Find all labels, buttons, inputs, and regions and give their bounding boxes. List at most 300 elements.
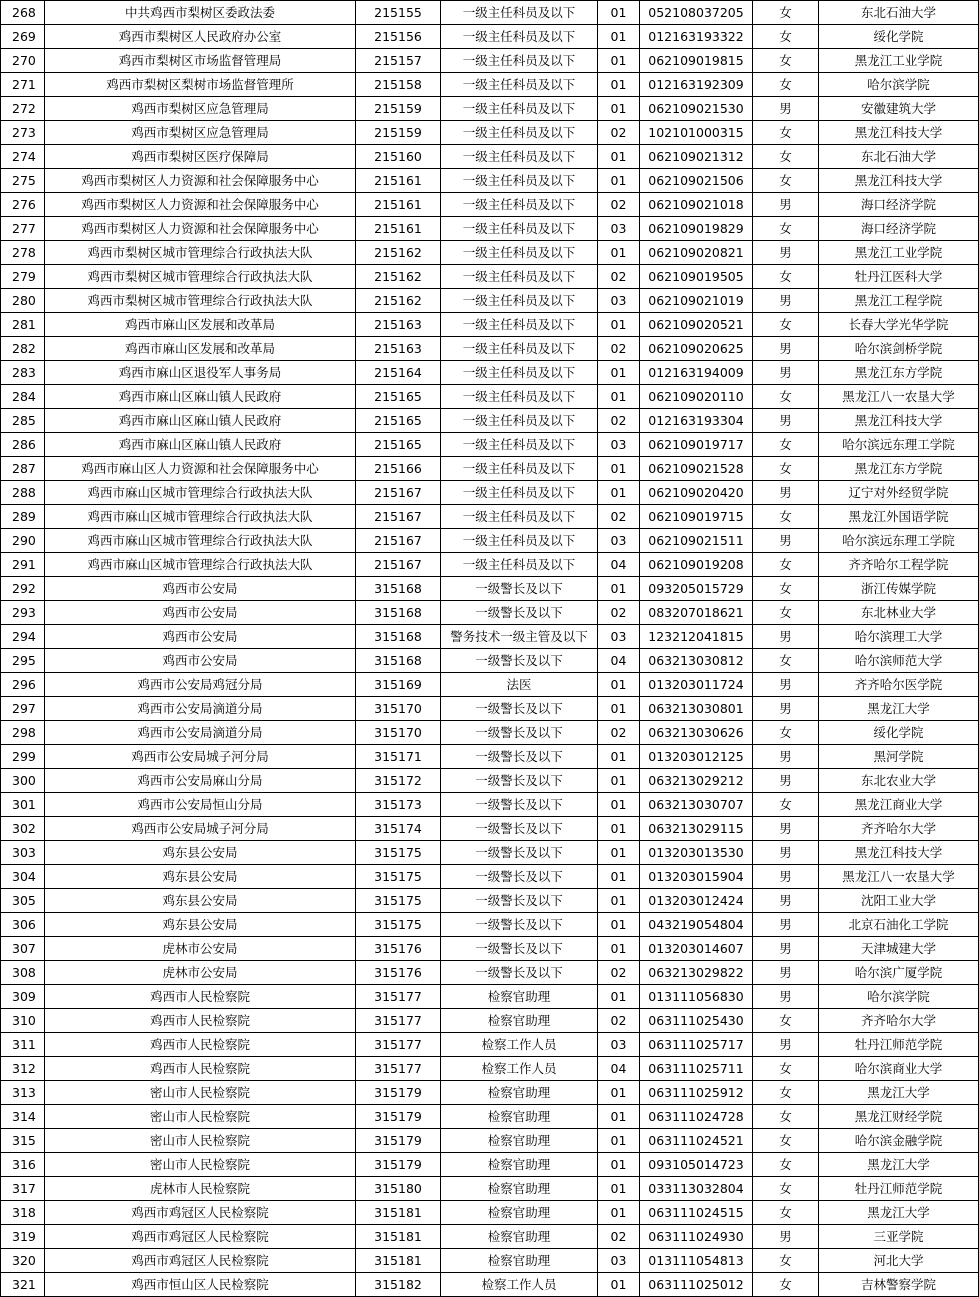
exam-id-cell: 062109019208 bbox=[640, 553, 753, 577]
position-code-cell: 215165 bbox=[356, 385, 441, 409]
position-code-cell: 315181 bbox=[356, 1249, 441, 1273]
table-row bbox=[1, 1009, 979, 1033]
row-number-cell: 301 bbox=[1, 793, 45, 817]
table-row bbox=[1, 73, 979, 97]
position-title-cell: 一级主任科员及以下 bbox=[441, 529, 598, 553]
school-cell: 黑龙江工业学院 bbox=[819, 241, 979, 265]
exam-id-cell: 013203011724 bbox=[640, 673, 753, 697]
position-code-cell: 315172 bbox=[356, 769, 441, 793]
gender-cell: 女 bbox=[753, 1201, 819, 1225]
position-title-cell: 检察官助理 bbox=[441, 1249, 598, 1273]
table-row bbox=[1, 913, 979, 937]
position-title-cell: 一级主任科员及以下 bbox=[441, 97, 598, 121]
school-cell: 北京石油化工学院 bbox=[819, 913, 979, 937]
row-number-cell: 310 bbox=[1, 1009, 45, 1033]
table-row bbox=[1, 817, 979, 841]
table-row bbox=[1, 25, 979, 49]
exam-id-cell: 093205015729 bbox=[640, 577, 753, 601]
position-title-cell: 一级警长及以下 bbox=[441, 865, 598, 889]
exam-id-cell: 063213029115 bbox=[640, 817, 753, 841]
position-code-cell: 315179 bbox=[356, 1129, 441, 1153]
employer-cell: 鸡东县公安局 bbox=[45, 889, 356, 913]
exam-id-cell: 013203012424 bbox=[640, 889, 753, 913]
school-cell: 黑龙江外国语学院 bbox=[819, 505, 979, 529]
position-title-cell: 一级主任科员及以下 bbox=[441, 241, 598, 265]
position-title-cell: 法医 bbox=[441, 673, 598, 697]
row-number-cell: 280 bbox=[1, 289, 45, 313]
position-seq-cell: 02 bbox=[598, 505, 640, 529]
position-code-cell: 215162 bbox=[356, 289, 441, 313]
employer-cell: 鸡西市人民检察院 bbox=[45, 1033, 356, 1057]
gender-cell: 男 bbox=[753, 913, 819, 937]
position-code-cell: 215167 bbox=[356, 481, 441, 505]
position-seq-cell: 02 bbox=[598, 265, 640, 289]
gender-cell: 男 bbox=[753, 241, 819, 265]
position-title-cell: 一级主任科员及以下 bbox=[441, 481, 598, 505]
position-title-cell: 一级警长及以下 bbox=[441, 841, 598, 865]
position-code-cell: 315180 bbox=[356, 1177, 441, 1201]
row-number-cell: 302 bbox=[1, 817, 45, 841]
position-code-cell: 315168 bbox=[356, 577, 441, 601]
school-cell: 黑龙江科技大学 bbox=[819, 409, 979, 433]
row-number-cell: 277 bbox=[1, 217, 45, 241]
position-seq-cell: 01 bbox=[598, 145, 640, 169]
position-seq-cell: 01 bbox=[598, 313, 640, 337]
position-code-cell: 315176 bbox=[356, 961, 441, 985]
position-seq-cell: 02 bbox=[598, 1009, 640, 1033]
row-number-cell: 307 bbox=[1, 937, 45, 961]
table-row bbox=[1, 697, 979, 721]
exam-id-cell: 063111024515 bbox=[640, 1201, 753, 1225]
school-cell: 黑龙江大学 bbox=[819, 1153, 979, 1177]
table-row bbox=[1, 169, 979, 193]
position-seq-cell: 03 bbox=[598, 289, 640, 313]
position-code-cell: 215167 bbox=[356, 553, 441, 577]
employer-cell: 鸡西市人民检察院 bbox=[45, 1009, 356, 1033]
employer-cell: 鸡西市公安局城子河分局 bbox=[45, 817, 356, 841]
row-number-cell: 317 bbox=[1, 1177, 45, 1201]
school-cell: 哈尔滨剑桥学院 bbox=[819, 337, 979, 361]
row-number-cell: 293 bbox=[1, 601, 45, 625]
exam-id-cell: 123212041815 bbox=[640, 625, 753, 649]
position-title-cell: 一级主任科员及以下 bbox=[441, 121, 598, 145]
employer-cell: 鸡西市麻山区麻山镇人民政府 bbox=[45, 409, 356, 433]
employer-cell: 鸡西市麻山区发展和改革局 bbox=[45, 337, 356, 361]
position-seq-cell: 01 bbox=[598, 49, 640, 73]
position-title-cell: 一级警长及以下 bbox=[441, 577, 598, 601]
position-seq-cell: 01 bbox=[598, 241, 640, 265]
position-seq-cell: 01 bbox=[598, 361, 640, 385]
school-cell: 东北石油大学 bbox=[819, 1, 979, 25]
position-seq-cell: 02 bbox=[598, 601, 640, 625]
table-row bbox=[1, 745, 979, 769]
position-code-cell: 315175 bbox=[356, 865, 441, 889]
position-code-cell: 315168 bbox=[356, 601, 441, 625]
employer-cell: 密山市人民检察院 bbox=[45, 1129, 356, 1153]
position-seq-cell: 01 bbox=[598, 385, 640, 409]
school-cell: 齐齐哈尔医学院 bbox=[819, 673, 979, 697]
employer-cell: 鸡西市梨树区城市管理综合行政执法大队 bbox=[45, 265, 356, 289]
school-cell: 牡丹江师范学院 bbox=[819, 1177, 979, 1201]
table-row bbox=[1, 145, 979, 169]
row-number-cell: 298 bbox=[1, 721, 45, 745]
exam-id-cell: 013203014607 bbox=[640, 937, 753, 961]
position-title-cell: 检察官助理 bbox=[441, 1009, 598, 1033]
position-code-cell: 315168 bbox=[356, 649, 441, 673]
position-seq-cell: 01 bbox=[598, 889, 640, 913]
gender-cell: 女 bbox=[753, 145, 819, 169]
exam-id-cell: 013111054813 bbox=[640, 1249, 753, 1273]
table-body bbox=[1, 1, 979, 1297]
employer-cell: 鸡西市鸡冠区人民检察院 bbox=[45, 1249, 356, 1273]
employer-cell: 鸡西市梨树区人力资源和社会保障服务中心 bbox=[45, 169, 356, 193]
position-code-cell: 315181 bbox=[356, 1201, 441, 1225]
school-cell: 哈尔滨学院 bbox=[819, 985, 979, 1009]
table-row bbox=[1, 865, 979, 889]
gender-cell: 女 bbox=[753, 553, 819, 577]
row-number-cell: 306 bbox=[1, 913, 45, 937]
position-title-cell: 一级警长及以下 bbox=[441, 889, 598, 913]
table-row bbox=[1, 361, 979, 385]
exam-id-cell: 062109019829 bbox=[640, 217, 753, 241]
exam-id-cell: 083207018621 bbox=[640, 601, 753, 625]
gender-cell: 女 bbox=[753, 169, 819, 193]
school-cell: 东北石油大学 bbox=[819, 145, 979, 169]
school-cell: 牡丹江医科大学 bbox=[819, 265, 979, 289]
position-code-cell: 215158 bbox=[356, 73, 441, 97]
position-code-cell: 315177 bbox=[356, 1057, 441, 1081]
gender-cell: 女 bbox=[753, 433, 819, 457]
table-row bbox=[1, 289, 979, 313]
position-seq-cell: 01 bbox=[598, 577, 640, 601]
school-cell: 绥化学院 bbox=[819, 25, 979, 49]
position-seq-cell: 01 bbox=[598, 1153, 640, 1177]
position-seq-cell: 01 bbox=[598, 913, 640, 937]
row-number-cell: 300 bbox=[1, 769, 45, 793]
employer-cell: 鸡西市麻山区城市管理综合行政执法大队 bbox=[45, 505, 356, 529]
row-number-cell: 279 bbox=[1, 265, 45, 289]
position-title-cell: 一级主任科员及以下 bbox=[441, 385, 598, 409]
gender-cell: 女 bbox=[753, 649, 819, 673]
school-cell: 黑河学院 bbox=[819, 745, 979, 769]
position-seq-cell: 01 bbox=[598, 1129, 640, 1153]
exam-id-cell: 063213029822 bbox=[640, 961, 753, 985]
row-number-cell: 281 bbox=[1, 313, 45, 337]
employer-cell: 鸡西市麻山区退役军人事务局 bbox=[45, 361, 356, 385]
school-cell: 海口经济学院 bbox=[819, 217, 979, 241]
school-cell: 天津城建大学 bbox=[819, 937, 979, 961]
position-title-cell: 一级主任科员及以下 bbox=[441, 361, 598, 385]
position-code-cell: 215161 bbox=[356, 169, 441, 193]
position-seq-cell: 01 bbox=[598, 985, 640, 1009]
position-seq-cell: 01 bbox=[598, 673, 640, 697]
school-cell: 东北林业大学 bbox=[819, 601, 979, 625]
row-number-cell: 309 bbox=[1, 985, 45, 1009]
school-cell: 黑龙江科技大学 bbox=[819, 841, 979, 865]
school-cell: 东北农业大学 bbox=[819, 769, 979, 793]
exam-id-cell: 012163192309 bbox=[640, 73, 753, 97]
table-row bbox=[1, 889, 979, 913]
position-title-cell: 一级警长及以下 bbox=[441, 745, 598, 769]
position-code-cell: 315181 bbox=[356, 1225, 441, 1249]
row-number-cell: 303 bbox=[1, 841, 45, 865]
gender-cell: 男 bbox=[753, 337, 819, 361]
employer-cell: 鸡东县公安局 bbox=[45, 841, 356, 865]
gender-cell: 男 bbox=[753, 529, 819, 553]
row-number-cell: 276 bbox=[1, 193, 45, 217]
school-cell: 黑龙江大学 bbox=[819, 697, 979, 721]
position-code-cell: 215162 bbox=[356, 265, 441, 289]
school-cell: 三亚学院 bbox=[819, 1225, 979, 1249]
position-seq-cell: 01 bbox=[598, 937, 640, 961]
position-seq-cell: 02 bbox=[598, 121, 640, 145]
position-code-cell: 215163 bbox=[356, 313, 441, 337]
table-row bbox=[1, 1081, 979, 1105]
table-row bbox=[1, 961, 979, 985]
gender-cell: 男 bbox=[753, 769, 819, 793]
table-row bbox=[1, 937, 979, 961]
row-number-cell: 273 bbox=[1, 121, 45, 145]
table-row bbox=[1, 1105, 979, 1129]
position-title-cell: 检察官助理 bbox=[441, 1225, 598, 1249]
exam-id-cell: 043219054804 bbox=[640, 913, 753, 937]
gender-cell: 女 bbox=[753, 793, 819, 817]
employer-cell: 鸡西市麻山区麻山镇人民政府 bbox=[45, 433, 356, 457]
position-title-cell: 一级主任科员及以下 bbox=[441, 73, 598, 97]
table-row bbox=[1, 265, 979, 289]
exam-id-cell: 062109019815 bbox=[640, 49, 753, 73]
table-row bbox=[1, 1129, 979, 1153]
position-title-cell: 一级警长及以下 bbox=[441, 913, 598, 937]
employer-cell: 鸡西市麻山区城市管理综合行政执法大队 bbox=[45, 529, 356, 553]
gender-cell: 女 bbox=[753, 721, 819, 745]
exam-id-cell: 102101000315 bbox=[640, 121, 753, 145]
position-title-cell: 检察官助理 bbox=[441, 1105, 598, 1129]
position-title-cell: 一级警长及以下 bbox=[441, 649, 598, 673]
exam-id-cell: 063213030626 bbox=[640, 721, 753, 745]
gender-cell: 女 bbox=[753, 313, 819, 337]
employer-cell: 鸡东县公安局 bbox=[45, 913, 356, 937]
position-seq-cell: 01 bbox=[598, 697, 640, 721]
gender-cell: 女 bbox=[753, 1177, 819, 1201]
school-cell: 黑龙江八一农垦大学 bbox=[819, 865, 979, 889]
position-code-cell: 215167 bbox=[356, 529, 441, 553]
gender-cell: 男 bbox=[753, 841, 819, 865]
table-row bbox=[1, 841, 979, 865]
table-row bbox=[1, 1249, 979, 1273]
exam-id-cell: 063111025430 bbox=[640, 1009, 753, 1033]
position-title-cell: 一级主任科员及以下 bbox=[441, 193, 598, 217]
exam-id-cell: 063213029212 bbox=[640, 769, 753, 793]
exam-id-cell: 013203013530 bbox=[640, 841, 753, 865]
position-title-cell: 一级主任科员及以下 bbox=[441, 505, 598, 529]
school-cell: 黑龙江科技大学 bbox=[819, 121, 979, 145]
position-seq-cell: 04 bbox=[598, 649, 640, 673]
exam-id-cell: 062109021528 bbox=[640, 457, 753, 481]
school-cell: 黑龙江东方学院 bbox=[819, 361, 979, 385]
row-number-cell: 318 bbox=[1, 1201, 45, 1225]
table-row bbox=[1, 721, 979, 745]
position-code-cell: 315170 bbox=[356, 721, 441, 745]
table-row bbox=[1, 985, 979, 1009]
employer-cell: 鸡西市梨树区医疗保障局 bbox=[45, 145, 356, 169]
exam-id-cell: 063111024521 bbox=[640, 1129, 753, 1153]
position-title-cell: 一级主任科员及以下 bbox=[441, 145, 598, 169]
position-code-cell: 215166 bbox=[356, 457, 441, 481]
table-row bbox=[1, 193, 979, 217]
position-title-cell: 检察工作人员 bbox=[441, 1273, 598, 1297]
gender-cell: 女 bbox=[753, 505, 819, 529]
gender-cell: 女 bbox=[753, 73, 819, 97]
position-code-cell: 315170 bbox=[356, 697, 441, 721]
position-title-cell: 一级警长及以下 bbox=[441, 793, 598, 817]
table-row bbox=[1, 1033, 979, 1057]
employer-cell: 鸡西市公安局 bbox=[45, 625, 356, 649]
position-code-cell: 315176 bbox=[356, 937, 441, 961]
position-seq-cell: 03 bbox=[598, 1033, 640, 1057]
table-row bbox=[1, 241, 979, 265]
exam-id-cell: 063111025717 bbox=[640, 1033, 753, 1057]
exam-id-cell: 062109019505 bbox=[640, 265, 753, 289]
exam-id-cell: 063111025912 bbox=[640, 1081, 753, 1105]
school-cell: 河北大学 bbox=[819, 1249, 979, 1273]
employer-cell: 鸡西市麻山区麻山镇人民政府 bbox=[45, 385, 356, 409]
position-title-cell: 一级警长及以下 bbox=[441, 769, 598, 793]
position-code-cell: 215159 bbox=[356, 121, 441, 145]
position-title-cell: 一级主任科员及以下 bbox=[441, 265, 598, 289]
gender-cell: 女 bbox=[753, 1273, 819, 1297]
position-seq-cell: 01 bbox=[598, 769, 640, 793]
position-seq-cell: 02 bbox=[598, 337, 640, 361]
position-title-cell: 一级警长及以下 bbox=[441, 817, 598, 841]
row-number-cell: 305 bbox=[1, 889, 45, 913]
gender-cell: 男 bbox=[753, 745, 819, 769]
school-cell: 安徽建筑大学 bbox=[819, 97, 979, 121]
school-cell: 海口经济学院 bbox=[819, 193, 979, 217]
position-title-cell: 检察官助理 bbox=[441, 1129, 598, 1153]
school-cell: 绥化学院 bbox=[819, 721, 979, 745]
table-row bbox=[1, 49, 979, 73]
exam-id-cell: 062109020521 bbox=[640, 313, 753, 337]
gender-cell: 女 bbox=[753, 577, 819, 601]
position-seq-cell: 01 bbox=[598, 841, 640, 865]
gender-cell: 女 bbox=[753, 217, 819, 241]
table-row bbox=[1, 1, 979, 25]
row-number-cell: 292 bbox=[1, 577, 45, 601]
position-seq-cell: 02 bbox=[598, 1225, 640, 1249]
gender-cell: 女 bbox=[753, 457, 819, 481]
employer-cell: 虎林市公安局 bbox=[45, 937, 356, 961]
table-row bbox=[1, 625, 979, 649]
school-cell: 黑龙江工程学院 bbox=[819, 289, 979, 313]
exam-id-cell: 013203015904 bbox=[640, 865, 753, 889]
employer-cell: 鸡西市梨树区梨树市场监督管理所 bbox=[45, 73, 356, 97]
position-seq-cell: 01 bbox=[598, 73, 640, 97]
employer-cell: 鸡西市公安局麻山分局 bbox=[45, 769, 356, 793]
gender-cell: 女 bbox=[753, 1249, 819, 1273]
school-cell: 哈尔滨学院 bbox=[819, 73, 979, 97]
position-code-cell: 215159 bbox=[356, 97, 441, 121]
table-row bbox=[1, 481, 979, 505]
school-cell: 辽宁对外经贸学院 bbox=[819, 481, 979, 505]
row-number-cell: 288 bbox=[1, 481, 45, 505]
gender-cell: 女 bbox=[753, 1009, 819, 1033]
row-number-cell: 296 bbox=[1, 673, 45, 697]
school-cell: 长春大学光华学院 bbox=[819, 313, 979, 337]
school-cell: 黑龙江大学 bbox=[819, 1201, 979, 1225]
table-row bbox=[1, 649, 979, 673]
employer-cell: 鸡西市麻山区人力资源和社会保障服务中心 bbox=[45, 457, 356, 481]
employer-cell: 鸡西市麻山区发展和改革局 bbox=[45, 313, 356, 337]
gender-cell: 男 bbox=[753, 673, 819, 697]
position-code-cell: 315177 bbox=[356, 1009, 441, 1033]
position-code-cell: 315182 bbox=[356, 1273, 441, 1297]
exam-id-cell: 062109021019 bbox=[640, 289, 753, 313]
position-title-cell: 一级警长及以下 bbox=[441, 697, 598, 721]
employer-cell: 鸡西市人民检察院 bbox=[45, 985, 356, 1009]
table-row bbox=[1, 97, 979, 121]
gender-cell: 男 bbox=[753, 481, 819, 505]
employer-cell: 鸡西市公安局城子河分局 bbox=[45, 745, 356, 769]
employer-cell: 虎林市公安局 bbox=[45, 961, 356, 985]
employer-cell: 鸡西市公安局恒山分局 bbox=[45, 793, 356, 817]
employer-cell: 鸡西市梨树区应急管理局 bbox=[45, 97, 356, 121]
position-seq-cell: 01 bbox=[598, 1, 640, 25]
gender-cell: 女 bbox=[753, 1153, 819, 1177]
row-number-cell: 282 bbox=[1, 337, 45, 361]
position-title-cell: 一级主任科员及以下 bbox=[441, 409, 598, 433]
exam-id-cell: 063111025711 bbox=[640, 1057, 753, 1081]
position-code-cell: 215163 bbox=[356, 337, 441, 361]
row-number-cell: 269 bbox=[1, 25, 45, 49]
exam-id-cell: 062109019715 bbox=[640, 505, 753, 529]
table-row bbox=[1, 409, 979, 433]
position-title-cell: 一级主任科员及以下 bbox=[441, 553, 598, 577]
position-title-cell: 检察工作人员 bbox=[441, 1057, 598, 1081]
gender-cell: 男 bbox=[753, 937, 819, 961]
position-code-cell: 315169 bbox=[356, 673, 441, 697]
gender-cell: 男 bbox=[753, 697, 819, 721]
row-number-cell: 294 bbox=[1, 625, 45, 649]
table-row bbox=[1, 505, 979, 529]
employer-cell: 密山市人民检察院 bbox=[45, 1153, 356, 1177]
exam-id-cell: 033113032804 bbox=[640, 1177, 753, 1201]
position-seq-cell: 01 bbox=[598, 793, 640, 817]
table-row bbox=[1, 1225, 979, 1249]
employer-cell: 密山市人民检察院 bbox=[45, 1081, 356, 1105]
exam-id-cell: 062109020625 bbox=[640, 337, 753, 361]
exam-id-cell: 063213030812 bbox=[640, 649, 753, 673]
position-code-cell: 315177 bbox=[356, 1033, 441, 1057]
position-title-cell: 一级主任科员及以下 bbox=[441, 217, 598, 241]
employer-cell: 鸡西市麻山区城市管理综合行政执法大队 bbox=[45, 553, 356, 577]
gender-cell: 女 bbox=[753, 1057, 819, 1081]
row-number-cell: 321 bbox=[1, 1273, 45, 1297]
row-number-cell: 285 bbox=[1, 409, 45, 433]
row-number-cell: 297 bbox=[1, 697, 45, 721]
gender-cell: 男 bbox=[753, 361, 819, 385]
position-code-cell: 215167 bbox=[356, 505, 441, 529]
table-row bbox=[1, 1153, 979, 1177]
row-number-cell: 289 bbox=[1, 505, 45, 529]
gender-cell: 男 bbox=[753, 97, 819, 121]
table-row bbox=[1, 217, 979, 241]
exam-id-cell: 062109019717 bbox=[640, 433, 753, 457]
row-number-cell: 272 bbox=[1, 97, 45, 121]
school-cell: 黑龙江大学 bbox=[819, 1081, 979, 1105]
position-title-cell: 检察官助理 bbox=[441, 1081, 598, 1105]
position-code-cell: 315171 bbox=[356, 745, 441, 769]
